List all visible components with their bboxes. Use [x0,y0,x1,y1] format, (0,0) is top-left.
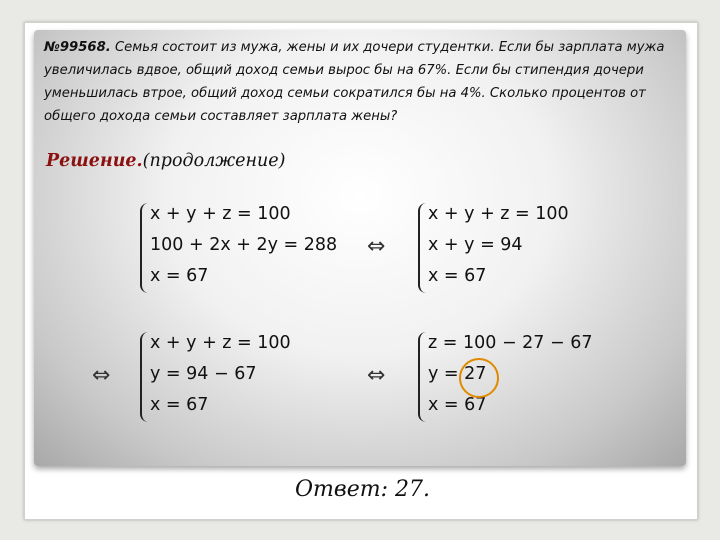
system-1-eq-2: 100 + 2x + 2y = 288 [150,235,338,255]
solution-note: (продолжение) [142,151,286,171]
system-2-eq-2: x + y = 94 [428,235,523,255]
equivalence-arrow-3: ⇔ [367,363,386,388]
system-3-eq-3: x = 67 [150,395,209,415]
equivalence-arrow-1: ⇔ [367,234,386,259]
equivalence-arrow-2: ⇔ [92,363,111,388]
answer-highlight-circle [459,358,499,398]
system-2-eq-3: x = 67 [428,266,487,286]
problem-number: №99568. [44,40,111,55]
system-1-eq-1: x + y + z = 100 [150,204,291,224]
system-4-brace [418,332,428,422]
problem-statement [44,36,680,128]
solution-label: Решение. [46,151,143,171]
answer-text: Ответ: 27. [295,477,430,502]
system-1-eq-3: x = 67 [150,266,209,286]
system-2-brace [418,203,428,293]
system-2-eq-1: x + y + z = 100 [428,204,569,224]
system-4-eq-1: z = 100 − 27 − 67 [428,333,593,353]
problem-text: Семья состоит из мужа, жены и их дочери студентки. Если бы зарплата мужа увеличилась вдвое, общий доход семьи вырос бы на 67%. Если бы стипендия дочери уменьшилась втрое, общий доход семьи сократился бы на 4%. Сколько процентов от общего дохода семьи составляет зарплата жены? [44,40,665,124]
solution-heading [46,151,286,171]
system-4-eq-2: y = 27 [428,364,487,384]
system-3-eq-1: x + y + z = 100 [150,333,291,353]
system-3-brace [140,332,150,422]
system-3-eq-2: y = 94 − 67 [150,364,257,384]
system-4-eq-3: x = 67 [428,395,487,415]
system-1-brace [140,203,150,293]
